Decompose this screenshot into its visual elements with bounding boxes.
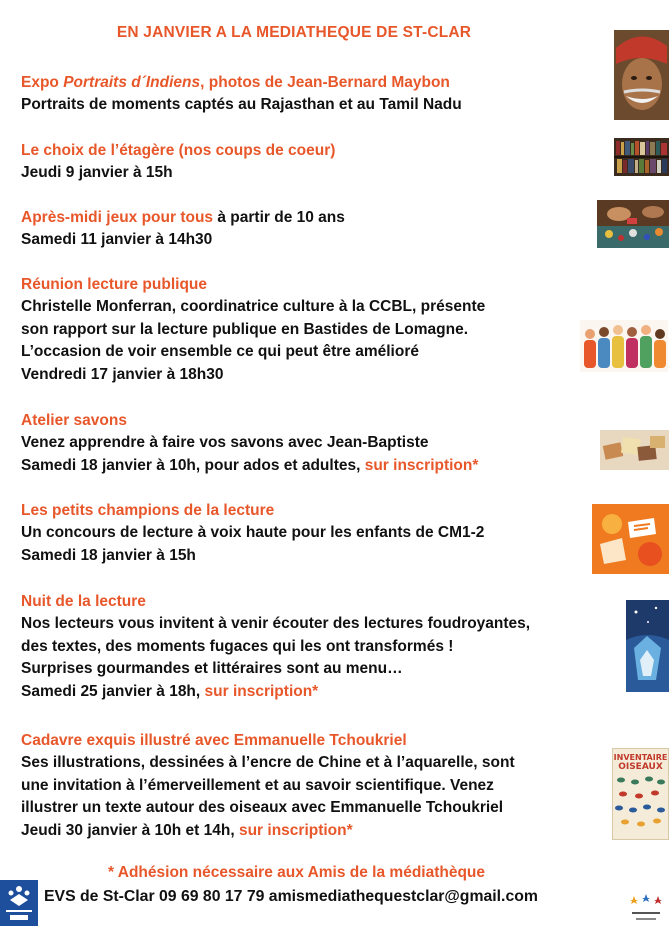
bird-book-cover-icon	[612, 748, 669, 840]
event-line: Venez apprendre à faire vos savons avec Jean-Baptiste	[21, 434, 429, 451]
inscription-note: sur inscription*	[204, 682, 319, 700]
event-line: Jeudi 9 janvier à 15h	[21, 164, 173, 181]
event-line: Christelle Monferran, coordinatrice culture à la CCBL, présente	[21, 298, 486, 315]
book-title: OISEAUX	[618, 762, 663, 772]
event-heading: Les petits champions de la lecture	[21, 502, 275, 519]
page-title: EN JANVIER A LA MEDIATHEQUE DE ST-CLAR	[116, 24, 472, 41]
membership-note: * Adhésion nécessaire aux Amis de la médiathèque	[108, 864, 486, 881]
night-poster-icon	[626, 600, 669, 692]
inscription-note: sur inscription*	[364, 456, 479, 474]
portrait-photo-icon	[614, 30, 669, 120]
event-line: L’occasion de voir ensemble ce qui peut être amélioré	[21, 343, 419, 360]
event-heading: Après-midi jeux pour tous à partir de 10 ans	[21, 209, 345, 226]
event-line: Jeudi 30 janvier à 10h et 14h, sur inscription*	[21, 821, 353, 839]
contact-line: EVS de St-Clar 09 69 80 17 79 amismediathequestclar@gmail.com	[44, 888, 538, 905]
reading-contest-poster-icon	[592, 504, 669, 574]
event-line: Vendredi 17 janvier à 18h30	[21, 365, 224, 383]
caf-logo-icon	[0, 880, 38, 926]
soap-bars-photo-icon	[600, 430, 669, 470]
event-line: Ses illustrations, dessinées à l’encre de Chine et à l’aquarelle, sont	[21, 754, 515, 771]
event-heading: Expo Portraits d´Indiens, photos de Jean-Bernard Maybon	[21, 74, 450, 91]
bookshelf-photo-icon	[614, 138, 669, 176]
event-heading: Atelier savons	[21, 412, 127, 429]
event-champions	[21, 500, 631, 567]
event-line: Surprises gourmandes et littéraires sont au menu…	[21, 660, 403, 677]
event-line: illustrer un texte autour des oiseaux avec Emmanuelle Tchoukriel	[21, 799, 504, 816]
event-etagere	[21, 140, 631, 185]
event-jeux	[21, 207, 631, 252]
event-nuit	[21, 591, 631, 703]
event-line: Samedi 25 janvier à 18h, sur inscription*	[21, 682, 319, 700]
saint-clar-logo-icon	[624, 890, 668, 930]
event-line: Nos lecteurs vous invitent à venir écouter des lectures foudroyantes,	[21, 615, 531, 632]
inscription-note: sur inscription*	[238, 821, 353, 839]
event-line: Samedi 18 janvier à 10h, pour ados et adultes, sur inscription*	[21, 456, 479, 474]
event-heading: Le choix de l’étagère (nos coups de coeur)	[21, 142, 336, 159]
book-title: INVENTAIRE	[613, 753, 668, 762]
event-cadavre-exquis	[21, 730, 631, 842]
event-line: Portraits de moments captés au Rajasthan et au Tamil Nadu	[21, 96, 462, 113]
event-line: des textes, des moments fugaces qui les ont transformés !	[21, 637, 454, 655]
event-heading: Nuit de la lecture	[21, 593, 146, 610]
board-game-photo-icon	[597, 200, 669, 248]
event-line: son rapport sur la lecture publique en Bastides de Lomagne.	[21, 320, 469, 338]
event-line: Samedi 18 janvier à 15h	[21, 546, 196, 564]
event-line: Un concours de lecture à voix haute pour les enfants de CM1-2	[21, 524, 485, 541]
event-line: une invitation à l’émerveillement et au savoir scientifique. Venez	[21, 776, 494, 794]
event-reunion	[21, 274, 631, 386]
event-savons	[21, 410, 631, 477]
event-line: Samedi 11 janvier à 14h30	[21, 231, 213, 248]
event-expo	[21, 72, 631, 117]
event-heading: Cadavre exquis illustré avec Emmanuelle Tchoukriel	[21, 732, 407, 749]
event-heading: Réunion lecture publique	[21, 276, 208, 293]
people-group-illustration-icon	[580, 320, 668, 372]
